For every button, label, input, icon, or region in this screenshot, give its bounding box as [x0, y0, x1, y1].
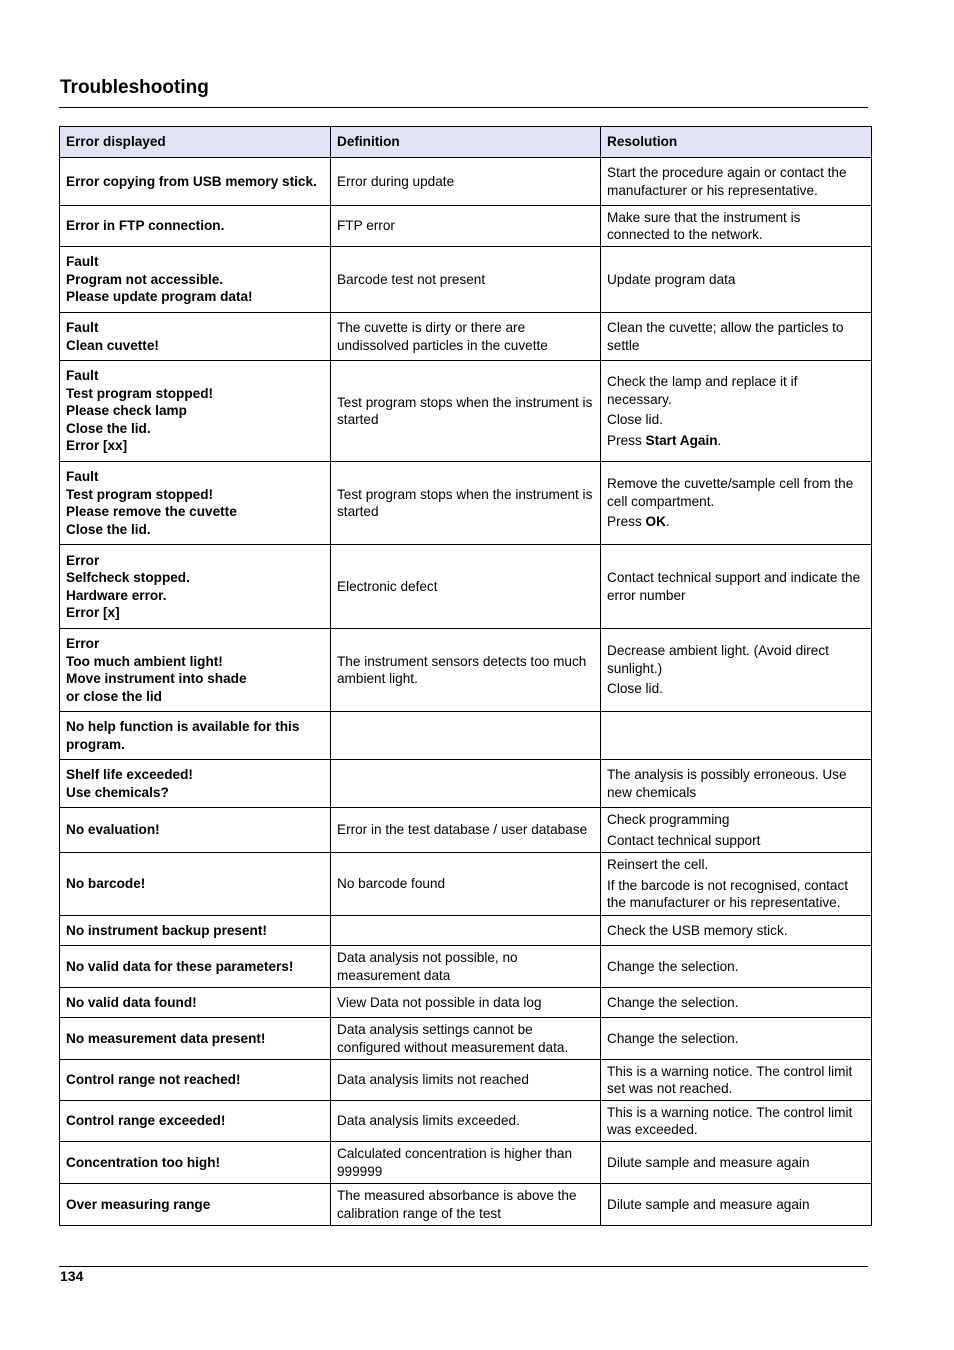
- resolution-line: [607, 475, 865, 510]
- resolution-text: Check the USB memory stick.: [607, 922, 788, 938]
- error-displayed-cell: [60, 1018, 331, 1060]
- definition-cell: No barcode found: [331, 853, 601, 916]
- page-title: Troubleshooting: [60, 77, 209, 98]
- error-text-line: or close the lid: [66, 688, 162, 704]
- table-row: [60, 1142, 872, 1184]
- error-text-line: Error copying from USB memory stick.: [66, 173, 317, 189]
- definition-cell: Error during update: [331, 158, 601, 206]
- resolution-cell: [601, 853, 872, 916]
- table-row: [60, 629, 872, 712]
- table-row: [60, 462, 872, 545]
- resolution-line: [607, 513, 865, 531]
- error-text-line: Error: [66, 636, 100, 651]
- error-displayed-cell: [60, 1060, 331, 1101]
- error-text-line: Test program stopped!: [66, 385, 214, 401]
- resolution-text: Check the lamp and replace it if necessary.: [607, 374, 798, 407]
- resolution-text: Dilute sample and measure again: [607, 1154, 810, 1170]
- error-text-line: Close the lid.: [66, 420, 151, 436]
- error-displayed-cell: [60, 629, 331, 712]
- resolution-line: [607, 432, 865, 450]
- error-displayed-cell: [60, 760, 331, 808]
- definition-cell: [331, 916, 601, 946]
- resolution-cell: [601, 361, 872, 462]
- error-text-line: No valid data for these parameters!: [66, 958, 294, 974]
- resolution-cell: [601, 158, 872, 206]
- definition-cell: [331, 712, 601, 760]
- error-text-line: Program not accessible.: [66, 271, 224, 287]
- resolution-line: [607, 164, 865, 199]
- definition-cell: Data analysis settings cannot be configured without measurement data.: [331, 1018, 601, 1060]
- error-text-line: Please remove the cuvette: [66, 504, 237, 519]
- resolution-line: [607, 271, 865, 289]
- definition-cell: Data analysis not possible, no measurement data: [331, 946, 601, 988]
- error-displayed-cell: [60, 1184, 331, 1226]
- resolution-text: Close lid.: [607, 681, 663, 697]
- error-text-line: Clean cuvette!: [66, 337, 159, 353]
- error-text-line: Close the lid.: [66, 521, 151, 537]
- table-row: [60, 946, 872, 988]
- page-number: 134: [60, 1268, 84, 1284]
- resolution-text: Contact technical support: [607, 832, 761, 848]
- resolution-text: Change the selection.: [607, 958, 739, 974]
- resolution-line: [607, 1104, 865, 1139]
- resolution-line: [607, 680, 865, 698]
- column-header-error-displayed: Error displayed: [60, 127, 331, 158]
- resolution-line: [607, 958, 865, 976]
- resolution-line: [607, 811, 865, 829]
- resolution-line: [607, 373, 865, 408]
- error-text-line: No instrument backup present!: [66, 922, 267, 938]
- error-text-line: No measurement data present!: [66, 1030, 266, 1046]
- resolution-line: [607, 1196, 865, 1214]
- resolution-line: [607, 1154, 865, 1172]
- table-row: [60, 988, 872, 1018]
- resolution-text: Reinsert the cell.: [607, 857, 709, 873]
- resolution-line: [607, 877, 865, 912]
- error-displayed-cell: [60, 808, 331, 853]
- table-row: [60, 853, 872, 916]
- resolution-line: [607, 209, 865, 244]
- table-row: [60, 1060, 872, 1101]
- resolution-text: Make sure that the instrument is connected to the network.: [607, 209, 801, 242]
- resolution-cell: [601, 808, 872, 853]
- error-text-line: Error in FTP connection.: [66, 218, 225, 234]
- error-text-line: Fault: [66, 368, 99, 384]
- resolution-text: This is a warning notice. The control limit set was not reached.: [607, 1063, 853, 1096]
- resolution-line: [607, 569, 865, 604]
- error-text-line: Over measuring range: [66, 1196, 211, 1212]
- resolution-text: .: [717, 432, 722, 448]
- resolution-cell: [601, 916, 872, 946]
- error-displayed-cell: [60, 1142, 331, 1184]
- definition-cell: Calculated concentration is higher than 999999: [331, 1142, 601, 1184]
- resolution-cell: [601, 247, 872, 313]
- error-displayed-cell: [60, 158, 331, 206]
- resolution-text: The analysis is possibly erroneous. Use new chemicals: [607, 767, 847, 800]
- resolution-line: [607, 832, 865, 850]
- table-row: [60, 313, 872, 361]
- error-text-line: Control range not reached!: [66, 1072, 241, 1088]
- definition-cell: The cuvette is dirty or there are undissolved particles in the cuvette: [331, 313, 601, 361]
- resolution-line: [607, 922, 865, 940]
- error-text-line: No valid data found!: [66, 994, 197, 1010]
- error-text-line: Error [x]: [66, 605, 120, 620]
- table-row: [60, 760, 872, 808]
- error-text-line: Move instrument into shade: [66, 671, 247, 686]
- error-text-line: Selfcheck stopped.: [66, 570, 190, 585]
- troubleshooting-table: [59, 126, 872, 1226]
- resolution-text: If the barcode is not recognised, contact the manufacturer or his representative.: [607, 877, 849, 911]
- table-row: [60, 916, 872, 946]
- error-text-line: Please check lamp: [66, 403, 187, 419]
- error-text-line: No help function is available for this program.: [66, 719, 300, 752]
- error-text-line: Control range exceeded!: [66, 1113, 226, 1129]
- table-row: [60, 247, 872, 313]
- table-row: [60, 206, 872, 247]
- error-displayed-cell: [60, 916, 331, 946]
- definition-cell: FTP error: [331, 206, 601, 247]
- error-displayed-cell: [60, 1101, 331, 1142]
- definition-cell: Test program stops when the instrument is started: [331, 361, 601, 462]
- resolution-cell: [601, 1060, 872, 1101]
- error-text-line: Test program stopped!: [66, 486, 214, 502]
- resolution-line: [607, 411, 865, 429]
- error-text-line: Fault: [66, 320, 99, 335]
- definition-cell: The instrument sensors detects too much ambient light.: [331, 629, 601, 712]
- resolution-text: Change the selection.: [607, 994, 739, 1010]
- resolution-cell: [601, 946, 872, 988]
- table-row: [60, 1184, 872, 1226]
- resolution-text: Start the procedure again or contact the manufacturer or his representative.: [607, 165, 847, 198]
- table-row: [60, 1018, 872, 1060]
- definition-cell: Test program stops when the instrument is started: [331, 462, 601, 545]
- resolution-cell: [601, 629, 872, 712]
- error-displayed-cell: [60, 545, 331, 629]
- error-displayed-cell: [60, 206, 331, 247]
- resolution-text: Dilute sample and measure again: [607, 1196, 810, 1212]
- resolution-cell: [601, 206, 872, 247]
- error-displayed-cell: [60, 946, 331, 988]
- resolution-text: Remove the cuvette/sample cell from the cell compartment.: [607, 476, 854, 509]
- resolution-key-label: Start Again: [645, 432, 718, 448]
- resolution-line: [607, 319, 865, 354]
- error-text-line: Use chemicals?: [66, 784, 169, 800]
- column-header-resolution: Resolution: [601, 127, 872, 158]
- resolution-cell: [601, 712, 872, 760]
- definition-cell: The measured absorbance is above the calibration range of the test: [331, 1184, 601, 1226]
- resolution-text: Press: [607, 514, 646, 530]
- resolution-cell: [601, 462, 872, 545]
- error-displayed-cell: [60, 361, 331, 462]
- resolution-text: Close lid.: [607, 412, 663, 427]
- resolution-cell: [601, 1018, 872, 1060]
- table-row: [60, 158, 872, 206]
- column-header-definition: Definition: [331, 127, 601, 158]
- error-text-line: Please update program data!: [66, 289, 253, 305]
- table-header-row: [60, 127, 872, 158]
- resolution-text: Contact technical support and indicate the error number: [607, 570, 861, 603]
- error-text-line: No evaluation!: [66, 822, 160, 838]
- table-row: [60, 808, 872, 853]
- resolution-text: .: [665, 514, 670, 530]
- error-text-line: No barcode!: [66, 876, 146, 892]
- error-text-line: Hardware error.: [66, 587, 167, 603]
- resolution-cell: [601, 760, 872, 808]
- resolution-text: Change the selection.: [607, 1030, 739, 1046]
- resolution-cell: [601, 1184, 872, 1226]
- resolution-text: Press: [607, 432, 646, 448]
- definition-cell: [331, 760, 601, 808]
- definition-cell: Electronic defect: [331, 545, 601, 629]
- definition-cell: Data analysis limits exceeded.: [331, 1101, 601, 1142]
- resolution-text: Clean the cuvette; allow the particles to settle: [607, 320, 844, 353]
- error-displayed-cell: [60, 247, 331, 313]
- definition-cell: View Data not possible in data log: [331, 988, 601, 1018]
- error-text-line: Fault: [66, 254, 99, 270]
- definition-cell: Data analysis limits not reached: [331, 1060, 601, 1101]
- resolution-text: Check programming: [607, 812, 730, 827]
- error-displayed-cell: [60, 313, 331, 361]
- error-displayed-cell: [60, 988, 331, 1018]
- error-text-line: Fault: [66, 469, 99, 484]
- resolution-cell: [601, 1101, 872, 1142]
- error-displayed-cell: [60, 853, 331, 916]
- resolution-line: [607, 766, 865, 801]
- resolution-text: This is a warning notice. The control limit was exceeded.: [607, 1104, 853, 1137]
- error-text-line: Too much ambient light!: [66, 653, 223, 669]
- resolution-cell: [601, 1142, 872, 1184]
- header-divider: [59, 107, 868, 108]
- resolution-cell: [601, 988, 872, 1018]
- error-displayed-cell: [60, 462, 331, 545]
- resolution-text: Update program data: [607, 271, 736, 287]
- footer-divider: [59, 1266, 868, 1267]
- table-row: [60, 545, 872, 629]
- table-row: [60, 712, 872, 760]
- table-row: [60, 361, 872, 462]
- resolution-line: [607, 1030, 865, 1048]
- definition-cell: Barcode test not present: [331, 247, 601, 313]
- error-text-line: Error: [66, 552, 100, 568]
- error-text-line: Error [xx]: [66, 438, 128, 454]
- error-text-line: Shelf life exceeded!: [66, 767, 193, 782]
- table-row: [60, 1101, 872, 1142]
- resolution-cell: [601, 545, 872, 629]
- resolution-key-label: OK: [645, 514, 666, 530]
- error-text-line: Concentration too high!: [66, 1154, 221, 1170]
- resolution-line: [607, 642, 865, 677]
- resolution-line: [607, 994, 865, 1012]
- error-displayed-cell: [60, 712, 331, 760]
- resolution-line: [607, 856, 865, 874]
- resolution-text: Decrease ambient light. (Avoid direct sunlight.): [607, 643, 829, 676]
- resolution-cell: [601, 313, 872, 361]
- resolution-line: [607, 1063, 865, 1098]
- definition-cell: Error in the test database / user database: [331, 808, 601, 853]
